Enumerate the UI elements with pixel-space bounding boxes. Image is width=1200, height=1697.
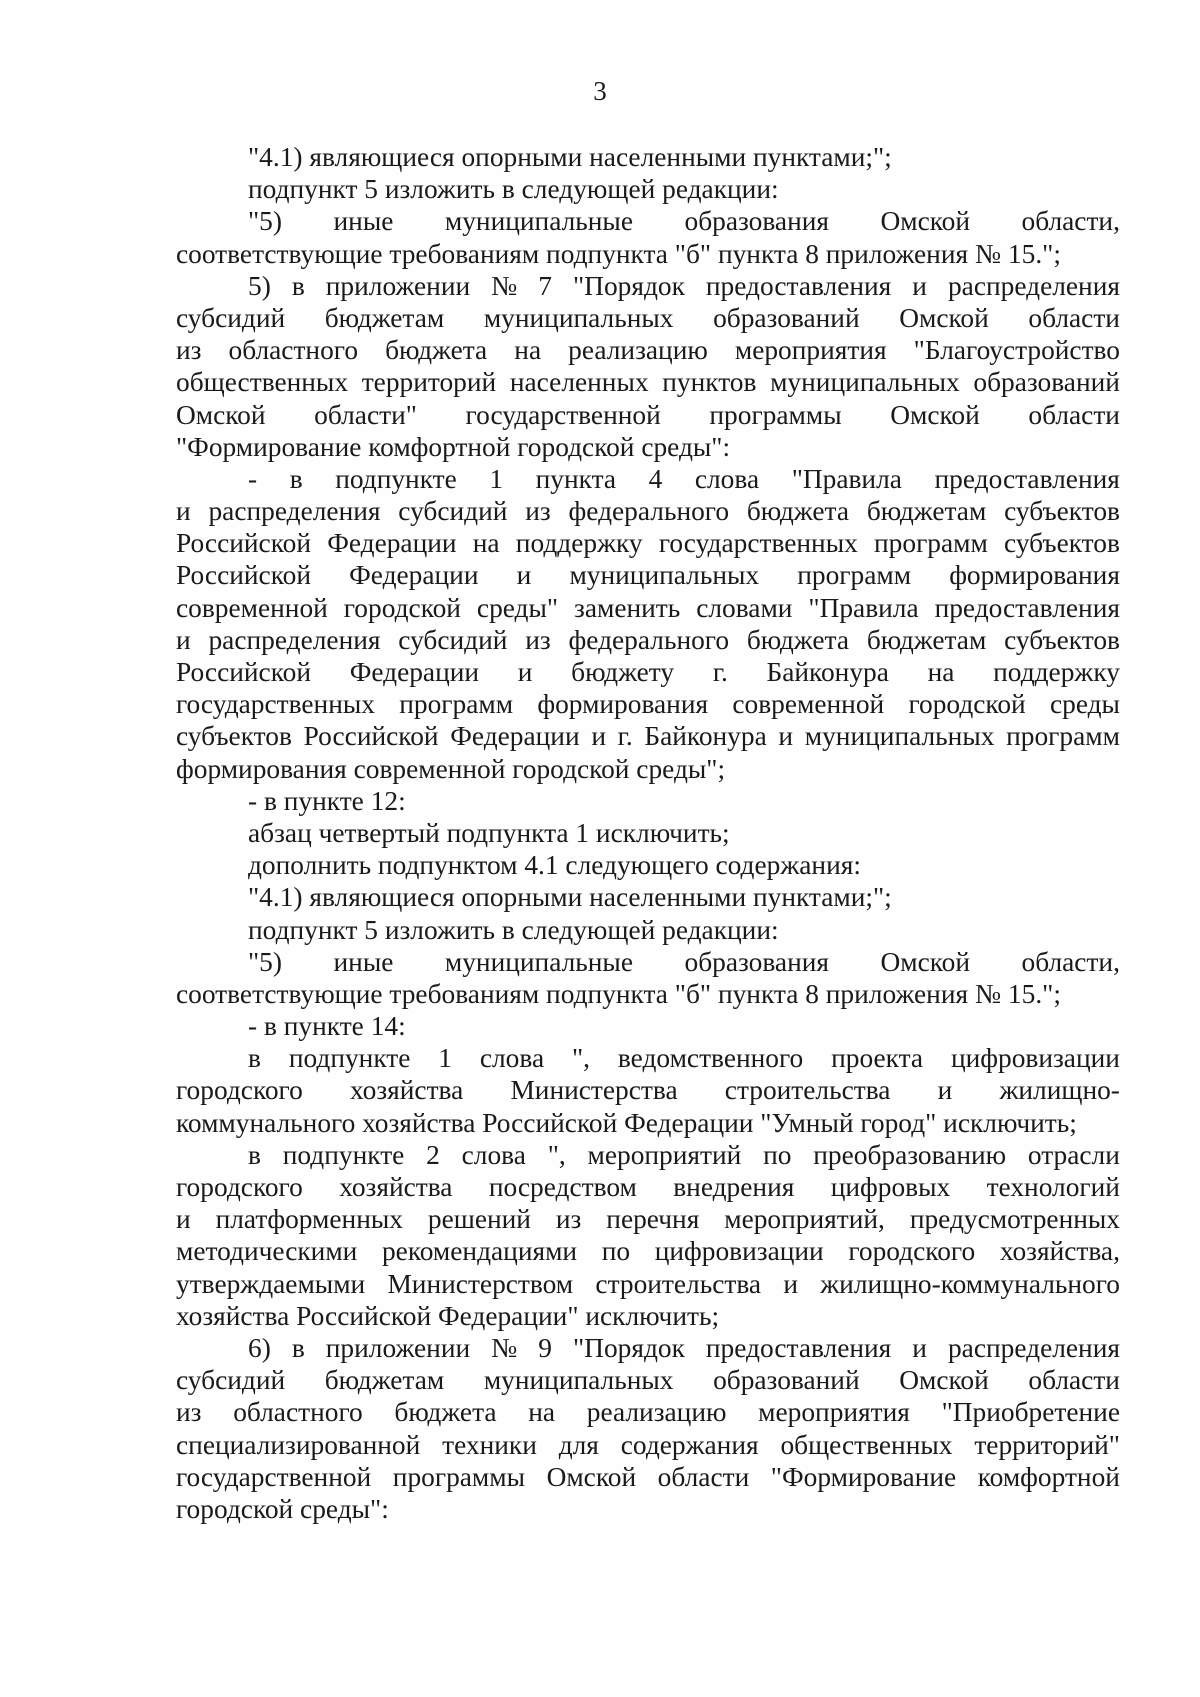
text-line: современной городской среды" заменить словами "Правила предоставления — [176, 592, 1120, 623]
text-line: из областного бюджета на реализацию мероприятия "Благоустройство — [176, 335, 1120, 366]
text-line: в подпункте 2 слова ", мероприятий по преобразованию отрасли — [248, 1139, 1120, 1170]
text-line: утверждаемыми Министерством строительства и жилищно-коммунального — [176, 1268, 1120, 1299]
text-line: соответствующие требованиям подпункта "б" пункта 8 приложения № 15."; — [176, 978, 1061, 1009]
text-line: - в пункте 12: — [248, 785, 406, 816]
text-line: методическими рекомендациями по цифровизации городского хозяйства, — [176, 1236, 1120, 1267]
text-line: городского хозяйства Министерства строительства и жилищно- — [176, 1075, 1120, 1106]
text-line: коммунального хозяйства Российской Федерации "Умный город" исключить; — [176, 1107, 1077, 1138]
text-line: хозяйства Российской Федерации" исключить; — [176, 1300, 720, 1331]
text-line: 5) в приложении № 7 "Порядок предоставления и распределения — [248, 270, 1120, 301]
text-line: субъектов Российской Федерации и г. Байконура и муниципальных программ — [176, 721, 1120, 752]
text-line: "4.1) являющиеся опорными населенными пунктами;"; — [248, 882, 892, 913]
text-line: из областного бюджета на реализацию мероприятия "Приобретение — [176, 1397, 1120, 1428]
text-line: подпункт 5 изложить в следующей редакции: — [248, 914, 779, 945]
text-line: - в подпункте 1 пункта 4 слова "Правила предоставления — [248, 463, 1120, 494]
text-line: "Формирование комфортной городской среды": — [176, 431, 731, 462]
text-line: субсидий бюджетам муниципальных образований Омской области — [176, 1365, 1120, 1396]
text-line: и распределения субсидий из федерального бюджета бюджетам субъектов — [176, 624, 1120, 655]
text-line: абзац четвертый подпункта 1 исключить; — [248, 817, 730, 848]
text-line: дополнить подпунктом 4.1 следующего содержания: — [248, 850, 861, 881]
text-line: городской среды": — [176, 1493, 389, 1524]
text-line: Российской Федерации на поддержку государственных программ субъектов — [176, 528, 1120, 559]
text-line: и распределения субсидий из федерального бюджета бюджетам субъектов — [176, 496, 1120, 527]
text-line: государственной программы Омской области "Формирование комфортной — [176, 1461, 1120, 1492]
text-line: формирования современной городской среды"; — [176, 753, 726, 784]
page-number: 3 — [593, 76, 607, 106]
text-line: соответствующие требованиям подпункта "б" пункта 8 приложения № 15."; — [176, 238, 1061, 269]
document-body — [176, 141, 1120, 1525]
text-line: Российской Федерации и муниципальных программ формирования — [176, 560, 1120, 591]
text-line: общественных территорий населенных пунктов муниципальных образований — [176, 367, 1120, 398]
text-line: в подпункте 1 слова ", ведомственного проекта цифровизации — [248, 1043, 1120, 1074]
text-line: специализированной техники для содержания общественных территорий" — [176, 1429, 1120, 1460]
text-line: подпункт 5 изложить в следующей редакции: — [248, 174, 779, 205]
text-line: "5) иные муниципальные образования Омской области, — [248, 946, 1120, 977]
text-line: Российской Федерации и бюджету г. Байконура на поддержку — [176, 657, 1120, 687]
text-line: Омской области" государственной программы Омской области — [176, 399, 1120, 430]
text-line: государственных программ формирования современной городской среды — [176, 689, 1120, 720]
text-line: и платформенных решений из перечня мероприятий, предусмотренных — [176, 1204, 1120, 1235]
text-line: 6) в приложении № 9 "Порядок предоставления и распределения — [248, 1332, 1120, 1363]
text-line: - в пункте 14: — [248, 1011, 406, 1042]
text-line: субсидий бюджетам муниципальных образований Омской области — [176, 302, 1120, 333]
text-line: городского хозяйства посредством внедрения цифровых технологий — [176, 1172, 1120, 1202]
text-line: "5) иные муниципальные образования Омской области, — [248, 206, 1120, 237]
text-line: "4.1) являющиеся опорными населенными пунктами;"; — [248, 142, 892, 172]
